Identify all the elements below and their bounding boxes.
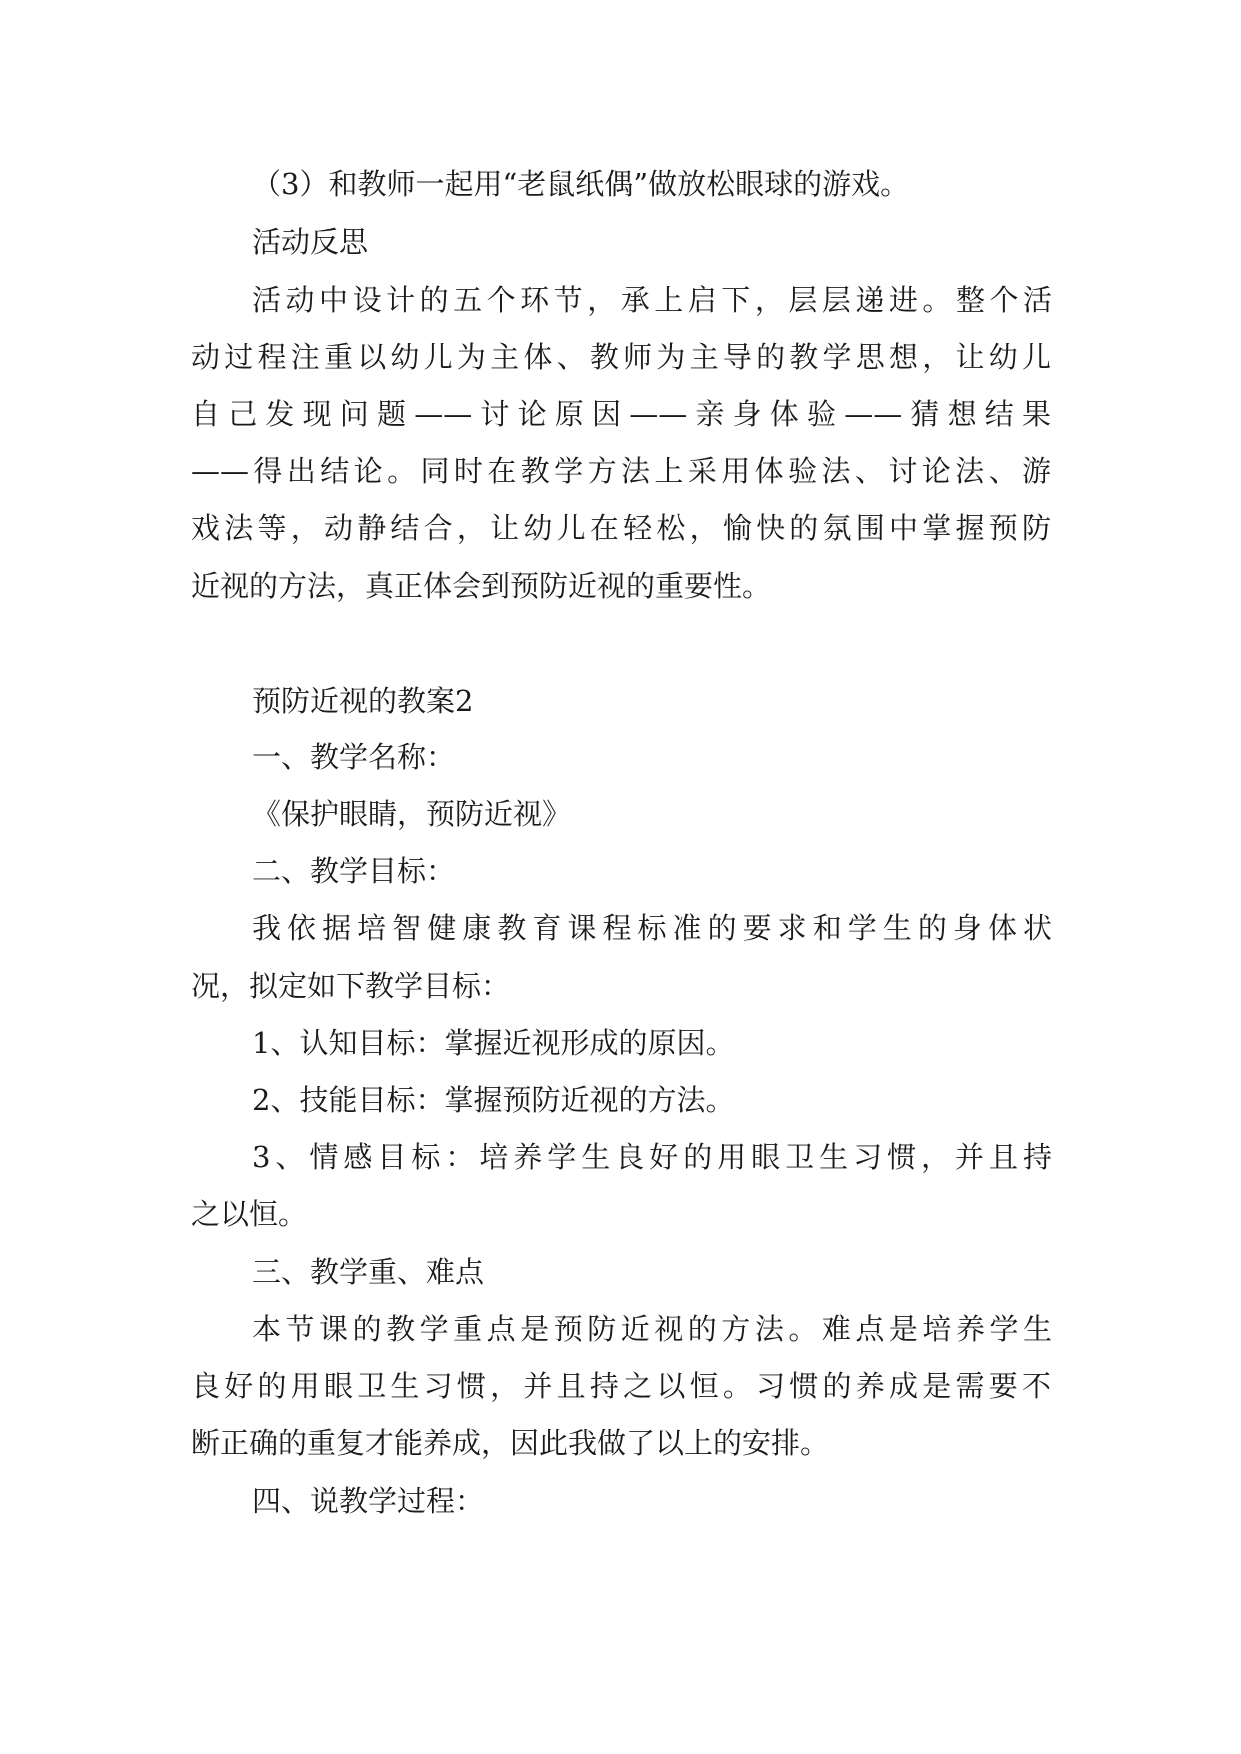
section-heading: 三、教学重、难点 xyxy=(252,1255,485,1289)
paragraph-line: 之以恒。 xyxy=(191,1197,308,1231)
section-heading: 二、教学目标： xyxy=(252,854,456,888)
paragraph-line: 况，拟定如下教学目标： xyxy=(191,969,511,1003)
paragraph-line: （3）和教师一起用“老鼠纸偶”做放松眼球的游戏。 xyxy=(252,167,910,201)
paragraph-line: 近视的方法，真正体会到预防近视的重要性。 xyxy=(191,569,772,603)
list-item: 2、技能目标：掌握预防近视的方法。 xyxy=(252,1083,735,1117)
paragraph-line: 戏法等，动静结合，让幼儿在轻松，愉快的氛围中掌握预防 xyxy=(191,511,1051,545)
paragraph-line: 活动中设计的五个环节，承上启下，层层递进。整个活 xyxy=(252,283,1052,317)
list-item: 3、情感目标：培养学生良好的用眼卫生习惯，并且持 xyxy=(252,1140,1052,1174)
paragraph-line: 自己发现问题——讨论原因——亲身体验——猜想结果 xyxy=(191,397,1051,431)
paragraph-line: 《保护眼睛，预防近视》 xyxy=(252,797,572,831)
document-title: 预防近视的教案2 xyxy=(252,684,474,718)
section-heading: 四、说教学过程： xyxy=(252,1484,485,1518)
paragraph-line: ——得出结论。同时在教学方法上采用体验法、讨论法、游 xyxy=(191,454,1051,488)
paragraph-line: 良好的用眼卫生习惯，并且持之以恒。习惯的养成是需要不 xyxy=(191,1369,1051,1403)
section-heading: 活动反思 xyxy=(252,225,369,259)
list-item: 1、认知目标：掌握近视形成的原因。 xyxy=(252,1026,735,1060)
paragraph-line: 动过程注重以幼儿为主体、教师为主导的教学思想，让幼儿 xyxy=(191,340,1051,374)
paragraph-line: 本节课的教学重点是预防近视的方法。难点是培养学生 xyxy=(252,1312,1052,1346)
paragraph-line: 我依据培智健康教育课程标准的要求和学生的身体状 xyxy=(252,911,1052,945)
section-heading: 一、教学名称： xyxy=(252,740,456,774)
paragraph-line: 断正确的重复才能养成，因此我做了以上的安排。 xyxy=(191,1426,830,1460)
